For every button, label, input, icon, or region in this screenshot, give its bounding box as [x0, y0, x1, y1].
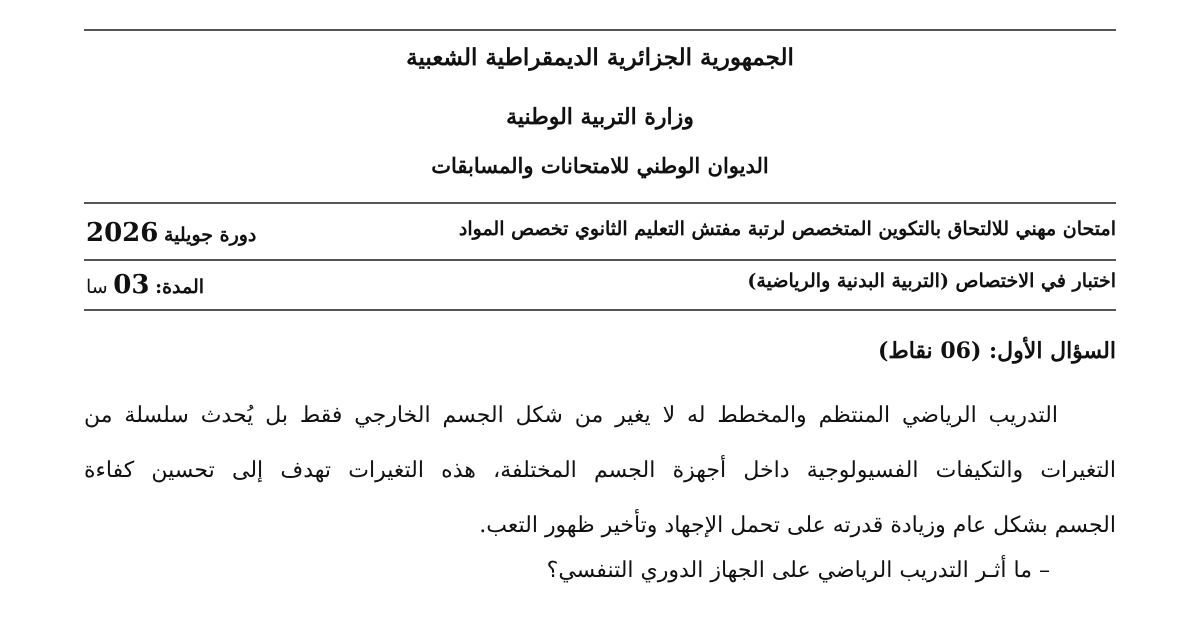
office-title: الديوان الوطني للامتحانات والمسابقات [431, 153, 769, 178]
top-rule [84, 29, 1116, 31]
session-info [86, 218, 256, 248]
duration-value: 03 [113, 270, 150, 300]
paragraph-line-2: التغيرات والتكيفات الفسيولوجية داخل أجهزة الجسم المختلفة، هذه التغيرات تهدف إلى تحسين كفاءة [84, 458, 1116, 483]
duration-unit: سا [86, 276, 108, 298]
session-label: دورة جويلية [163, 224, 257, 246]
question1-item: – ما أثـر التدريب الرياضي على الجهاز الدوري التنفسي؟ [546, 558, 1050, 583]
country-title: الجمهورية الجزائرية الديمقراطية الشعبية [406, 44, 794, 71]
test-title: اختبار في الاختصاص (التربية البدنية والرياضية) [747, 270, 1116, 292]
test-row [84, 270, 1116, 310]
paragraph-line-3: الجسم بشكل عام وزيادة قدرته على تحمل الإجهاد وتأخير ظهور التعب. [479, 513, 1116, 538]
header-rule [84, 202, 1116, 204]
exam-title: امتحان مهني للالتحاق بالتكوين المتخصص لرتبة مفتش التعليم الثانوي تخصص المواد [458, 218, 1116, 240]
test-rule [84, 309, 1116, 311]
exam-rule [84, 259, 1116, 261]
duration-info [86, 270, 204, 300]
exam-row [84, 218, 1116, 258]
duration-label: المدة: [155, 276, 205, 298]
question1-title: السؤال الأول: (06 نقاط) [877, 338, 1116, 364]
paragraph-line-1: التدريب الرياضي المنتظم والمخطط له لا يغير من شكل الجسم الخارجي فقط بل يُحدث سلسلة من [84, 403, 1058, 428]
ministry-title: وزارة التربية الوطنية [506, 104, 694, 130]
question1-paragraph [84, 388, 1116, 553]
session-year: 2026 [86, 218, 159, 248]
